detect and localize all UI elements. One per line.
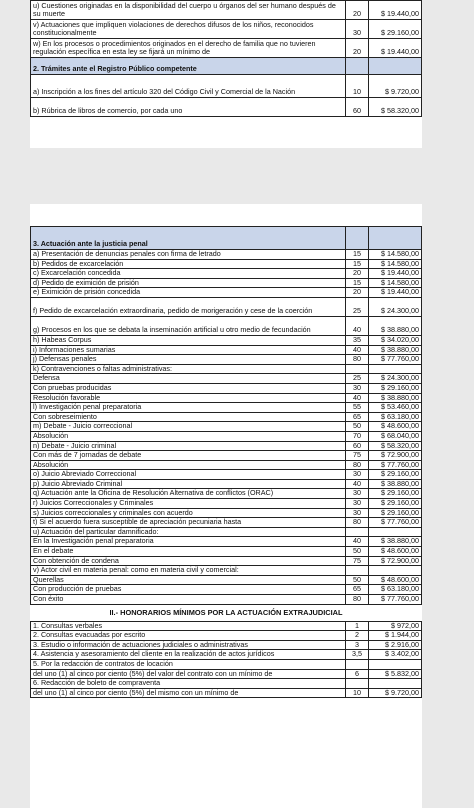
row-amount: $ 63.180,00 (369, 412, 422, 422)
row-units (346, 566, 369, 576)
row-amount: $ 19.440,00 (369, 269, 422, 279)
row-amount: $ 29.160,00 (369, 499, 422, 509)
row-label: Absolución (31, 460, 346, 470)
row-amount: $ 972,00 (369, 621, 422, 631)
row-units: 6 (346, 669, 369, 679)
row-label: Con pruebas producidas (31, 383, 346, 393)
row-units: 80 (346, 460, 369, 470)
table-row (31, 479, 422, 489)
table-row (31, 659, 422, 669)
table-row (31, 250, 422, 260)
row-amount: $ 77.760,00 (369, 355, 422, 365)
table-row (31, 688, 422, 698)
row-label: l) Investigación penal preparatoria (31, 403, 346, 413)
row-units: 3,5 (346, 650, 369, 660)
row-label: k) Contravenciones o faltas administrativas: (31, 364, 346, 374)
row-amount: $ 38.880,00 (369, 479, 422, 489)
page-sheet-top (30, 0, 422, 148)
page-sheet-main (30, 204, 422, 808)
row-units: 20 (346, 1, 369, 20)
row-units: 15 (346, 250, 369, 260)
row-amount: $ 29.160,00 (369, 470, 422, 480)
table-row (31, 259, 422, 269)
table-row (31, 335, 422, 345)
row-label: m) Debate - Juicio correccional (31, 422, 346, 432)
table-row (31, 364, 422, 374)
row-units (346, 679, 369, 689)
row-units: 50 (346, 575, 369, 585)
row-units: 15 (346, 278, 369, 288)
section-heading-row (31, 227, 422, 250)
row-label: Con éxito (31, 595, 346, 605)
page-gap (0, 150, 474, 204)
row-units: 1 (346, 621, 369, 631)
row-amount: $ 19.440,00 (369, 1, 422, 20)
table-row (31, 383, 422, 393)
blank-margin (30, 204, 422, 226)
table-row (31, 631, 422, 641)
row-label: q) Actuación ante la Oficina de Resolución Alternativa de conflictos (ORAC) (31, 489, 346, 499)
row-amount: $ 19.440,00 (369, 288, 422, 298)
table-row (31, 556, 422, 566)
row-label: d) Pedido de eximición de prisión (31, 278, 346, 288)
row-label: 4. Asistencia y asesoramiento del cliente en la realización de actos jurídicos (31, 650, 346, 660)
row-units: 60 (346, 98, 369, 117)
row-label: Con sobreseimiento (31, 412, 346, 422)
table-row (31, 489, 422, 499)
row-label: Defensa (31, 374, 346, 384)
row-label: a) Inscripción a los fines del artículo 320 del Código Civil y Comercial de la Nación (31, 75, 346, 98)
row-amount: $ 58.320,00 (369, 441, 422, 451)
row-label: 1. Consultas verbales (31, 621, 346, 631)
fees-table-top (30, 0, 422, 117)
row-amount: $ 77.760,00 (369, 518, 422, 528)
row-label: f) Pedido de excarcelación extraordinaria, pedido de morigeración y cese de la coerción (31, 297, 346, 316)
row-label: 3. Estudio o información de actuaciones judiciales o administrativas (31, 640, 346, 650)
row-amount: $ 5.832,00 (369, 669, 422, 679)
heading-blank (346, 58, 369, 75)
row-units: 30 (346, 499, 369, 509)
row-units: 3 (346, 640, 369, 650)
table-row (31, 679, 422, 689)
row-units (346, 659, 369, 669)
penal-fees-table (30, 226, 422, 605)
row-amount: $ 9.720,00 (369, 688, 422, 698)
row-amount: $ 29.160,00 (369, 20, 422, 39)
table-row (31, 460, 422, 470)
row-amount (369, 566, 422, 576)
row-units: 65 (346, 585, 369, 595)
row-units: 15 (346, 259, 369, 269)
row-label: w) En los procesos o procedimientos originados en el derecho de familia que no tuvieren regulación específica en esta ley se fijará un mínimo de (31, 39, 346, 58)
row-units: 10 (346, 75, 369, 98)
table-row (31, 518, 422, 528)
extrajudicial-fees-table (30, 621, 422, 699)
row-amount: $ 9.720,00 (369, 75, 422, 98)
row-label: Con más de 7 jornadas de debate (31, 451, 346, 461)
table-row (31, 537, 422, 547)
row-units: 30 (346, 508, 369, 518)
row-label: t) Si el acuerdo fuera susceptible de apreciación pecuniaria hasta (31, 518, 346, 528)
row-label: a) Presentación de denuncias penales con firma de letrado (31, 250, 346, 260)
section-title-extrajudicial: II.- HONORARIOS MÍNIMOS POR LA ACTUACIÓN EXTRAJUDICIAL (109, 607, 343, 617)
row-units: 40 (346, 537, 369, 547)
table-row (31, 527, 422, 537)
table-row (31, 566, 422, 576)
row-units: 10 (346, 688, 369, 698)
row-label: j) Defensas penales (31, 355, 346, 365)
row-units: 2 (346, 631, 369, 641)
row-label: u) Cuestiones originadas en la disponibilidad del cuerpo u órganos del ser humano después de su muerte (31, 1, 346, 20)
row-units: 50 (346, 422, 369, 432)
row-units: 30 (346, 489, 369, 499)
row-amount: $ 14.580,00 (369, 250, 422, 260)
table-row (31, 403, 422, 413)
table-row (31, 547, 422, 557)
table-row (31, 669, 422, 679)
table-row (31, 422, 422, 432)
row-units (346, 364, 369, 374)
row-amount: $ 48.600,00 (369, 547, 422, 557)
row-label: Resolución favorable (31, 393, 346, 403)
row-label: Querellas (31, 575, 346, 585)
row-amount: $ 1.944,00 (369, 631, 422, 641)
row-units: 25 (346, 297, 369, 316)
row-label: e) Eximición de prisión concedida (31, 288, 346, 298)
row-amount: $ 77.760,00 (369, 595, 422, 605)
row-label: del uno (1) al cinco por ciento (5%) del mismo con un mínimo de (31, 688, 346, 698)
row-label: p) Juicio Abreviado Criminal (31, 479, 346, 489)
row-label: h) Habeas Corpus (31, 335, 346, 345)
row-label: v) Actuaciones que impliquen violaciones de derechos difusos de los niños, reconocidos constitucionalmente (31, 20, 346, 39)
row-units: 40 (346, 393, 369, 403)
row-label: b) Rúbrica de libros de comercio, por cada uno (31, 98, 346, 117)
row-units: 30 (346, 470, 369, 480)
row-amount: $ 38.880,00 (369, 316, 422, 335)
row-amount (369, 659, 422, 669)
row-amount: $ 72.900,00 (369, 451, 422, 461)
table-row (31, 393, 422, 403)
row-units: 80 (346, 518, 369, 528)
row-units: 40 (346, 316, 369, 335)
row-label: 5. Por la redacción de contratos de locación (31, 659, 346, 669)
row-label: v) Actor civil en materia penal: como en materia civil y comercial: (31, 566, 346, 576)
row-amount: $ 38.880,00 (369, 537, 422, 547)
table-row (31, 431, 422, 441)
row-units: 20 (346, 269, 369, 279)
row-label: 2. Consultas evacuadas por escrito (31, 631, 346, 641)
row-label: Con obtención de condena (31, 556, 346, 566)
table-row (31, 621, 422, 631)
row-units: 30 (346, 383, 369, 393)
table-row (31, 75, 422, 98)
row-label: c) Excarcelación concedida (31, 269, 346, 279)
row-amount (369, 527, 422, 537)
row-label: r) Juicios Correccionales y Criminales (31, 499, 346, 509)
row-label: g) Procesos en los que se debata la inseminación artificial u otro medio de fecundación (31, 316, 346, 335)
row-amount: $ 38.880,00 (369, 393, 422, 403)
table-row (31, 20, 422, 39)
table-row (31, 98, 422, 117)
heading-blank (369, 227, 422, 250)
row-label: del uno (1) al cinco por ciento (5%) del valor del contrato con un mínimo de (31, 669, 346, 679)
row-amount: $ 29.160,00 (369, 489, 422, 499)
table-row (31, 345, 422, 355)
table-row (31, 441, 422, 451)
table-row (31, 595, 422, 605)
row-amount: $ 3.402,00 (369, 650, 422, 660)
row-label: En el debate (31, 547, 346, 557)
row-units: 20 (346, 39, 369, 58)
row-amount: $ 34.020,00 (369, 335, 422, 345)
table-row (31, 355, 422, 365)
row-units: 50 (346, 547, 369, 557)
section-heading-row (31, 58, 422, 75)
table-row (31, 650, 422, 660)
row-amount: $ 2.916,00 (369, 640, 422, 650)
row-amount: $ 58.320,00 (369, 98, 422, 117)
table-row (31, 585, 422, 595)
table-row (31, 374, 422, 384)
row-amount: $ 19.440,00 (369, 39, 422, 58)
section-heading: 3. Actuación ante la justicia penal (31, 227, 346, 250)
table-row (31, 508, 422, 518)
row-amount: $ 68.040,00 (369, 431, 422, 441)
row-amount: $ 29.160,00 (369, 508, 422, 518)
table-row (31, 575, 422, 585)
row-units: 75 (346, 556, 369, 566)
row-units: 80 (346, 595, 369, 605)
table-row (31, 278, 422, 288)
row-label: 6. Redacción de boleto de compraventa (31, 679, 346, 689)
row-units: 65 (346, 412, 369, 422)
row-amount (369, 679, 422, 689)
row-label: n) Debate - Juicio criminal (31, 441, 346, 451)
row-amount: $ 48.600,00 (369, 575, 422, 585)
table-row (31, 470, 422, 480)
table-row (31, 412, 422, 422)
row-units (346, 527, 369, 537)
row-label: i) Informaciones sumarias (31, 345, 346, 355)
table-row (31, 1, 422, 20)
row-amount (369, 364, 422, 374)
row-units: 70 (346, 431, 369, 441)
row-amount: $ 24.300,00 (369, 297, 422, 316)
row-units: 40 (346, 479, 369, 489)
row-amount: $ 29.160,00 (369, 383, 422, 393)
row-units: 35 (346, 335, 369, 345)
row-units: 40 (346, 345, 369, 355)
table-row (31, 316, 422, 335)
table-row (31, 499, 422, 509)
row-amount: $ 38.880,00 (369, 345, 422, 355)
row-units: 30 (346, 20, 369, 39)
row-label: b) Pedidos de excarcelación (31, 259, 346, 269)
row-amount: $ 53.460,00 (369, 403, 422, 413)
row-amount: $ 48.600,00 (369, 422, 422, 432)
row-units: 80 (346, 355, 369, 365)
row-amount: $ 77.760,00 (369, 460, 422, 470)
row-label: En la Investigación penal preparatoria (31, 537, 346, 547)
row-amount: $ 24.300,00 (369, 374, 422, 384)
row-units: 55 (346, 403, 369, 413)
row-units: 60 (346, 441, 369, 451)
row-label: Absolución (31, 431, 346, 441)
row-units: 75 (346, 451, 369, 461)
heading-blank (346, 227, 369, 250)
table-row (31, 288, 422, 298)
row-label: s) Juicios correccionales y criminales con acuerdo (31, 508, 346, 518)
row-label: Con producción de pruebas (31, 585, 346, 595)
row-amount: $ 14.580,00 (369, 278, 422, 288)
table-row (31, 451, 422, 461)
row-amount: $ 63.180,00 (369, 585, 422, 595)
row-amount: $ 72.900,00 (369, 556, 422, 566)
row-amount: $ 14.580,00 (369, 259, 422, 269)
table-row (31, 39, 422, 58)
table-row (31, 269, 422, 279)
row-label: o) Juicio Abreviado Correccional (31, 470, 346, 480)
heading-blank (369, 58, 422, 75)
row-label: u) Actuación del particular damnificado: (31, 527, 346, 537)
row-units: 20 (346, 288, 369, 298)
section-heading: 2. Trámites ante el Registro Público competente (31, 58, 346, 75)
table-row (31, 297, 422, 316)
row-units: 25 (346, 374, 369, 384)
table-row (31, 640, 422, 650)
